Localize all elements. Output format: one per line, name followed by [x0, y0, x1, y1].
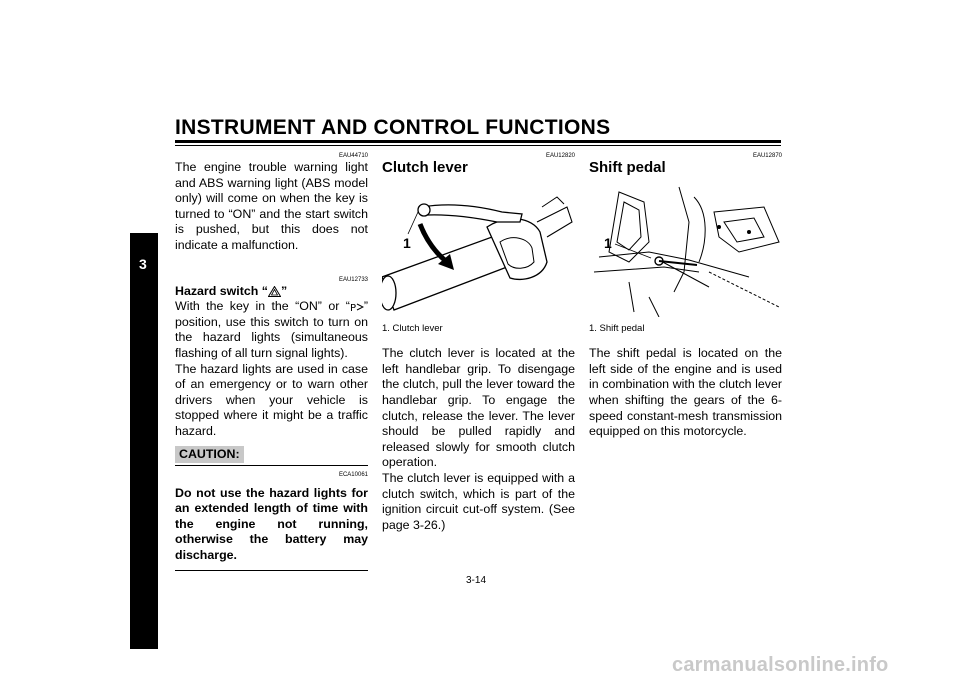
column-1 — [175, 152, 368, 571]
svg-text:P: P — [349, 302, 356, 313]
column-3 — [589, 152, 782, 440]
chapter-tab-number: 3 — [139, 256, 147, 272]
caution-code: ECA10061 — [338, 472, 368, 479]
parking-key-icon — [350, 301, 364, 313]
clutch-lever-illustration — [382, 182, 575, 317]
section-code: EAU12870 — [752, 153, 782, 159]
hazard-switch-heading: Hazard switch “ ” — [175, 283, 288, 298]
warning-light-paragraph: The engine trouble warning light and ABS warning light (ABS model only) will come on when the key is turned to “ON” and the start switch is pushed, but this does not indicate a malfunction. — [175, 160, 368, 252]
column-2 — [382, 152, 575, 533]
hazard-triangle-icon — [268, 286, 281, 297]
section-code: EAU12820 — [545, 153, 575, 159]
clutch-lever-paragraph: The clutch lever is located at the left handlebar grip. To disengage the clutch, pull the lever toward the handlebar grip. To engage the clutch, release the lever. The lever should be pulled rapidly and released slowly for smooth clutch operation. — [382, 346, 575, 470]
caution-divider — [175, 566, 368, 571]
page-number: 3-14 — [466, 575, 487, 586]
shift-pedal-illustration — [589, 182, 782, 317]
section-code: EAU12733 — [338, 276, 368, 283]
caution-text: Do not use the hazard lights for an extended length of time with the engine not running, otherwise the battery may discharge. — [175, 485, 368, 563]
caution-label: CAUTION: — [175, 446, 244, 464]
hazard-switch-paragraph: With the key in the “ON” or “ P ” position, use this switch to turn on the hazard lights (simultaneous flashing of all turn signal lights). — [175, 299, 368, 360]
caution-header — [175, 446, 368, 467]
clutch-switch-paragraph: The clutch lever is equipped with a clutch switch, which is part of the ignition circuit cut-off system. (See page 3-26.) — [382, 470, 575, 532]
chapter-tab — [130, 233, 158, 649]
figure-callout: 1 — [403, 234, 411, 251]
figure-caption: 1. Clutch lever — [382, 322, 443, 334]
figure-callout: 1 — [604, 234, 612, 251]
page-title: INSTRUMENT AND CONTROL FUNCTIONS — [175, 116, 611, 139]
shift-pedal-drawing — [589, 182, 782, 317]
figure-caption: 1. Shift pedal — [589, 322, 645, 334]
header-rule — [175, 140, 781, 143]
hazard-use-paragraph: The hazard lights are used in case of an emergency or to warn other drivers when your vehicle is stopped where it might be a traffic hazard. — [175, 361, 368, 438]
header-rule-thin — [175, 145, 781, 146]
section-code: EAU44710 — [338, 153, 368, 159]
shift-pedal-heading: Shift pedal — [589, 159, 666, 176]
watermark: carmanualsonline.info — [672, 654, 889, 676]
shift-pedal-paragraph: The shift pedal is located on the left side of the engine and is used in combination with the clutch lever when shifting the gears of the 6-speed constant-mesh transmission equipped on this motorcycle. — [589, 346, 782, 439]
clutch-lever-heading: Clutch lever — [382, 159, 468, 176]
